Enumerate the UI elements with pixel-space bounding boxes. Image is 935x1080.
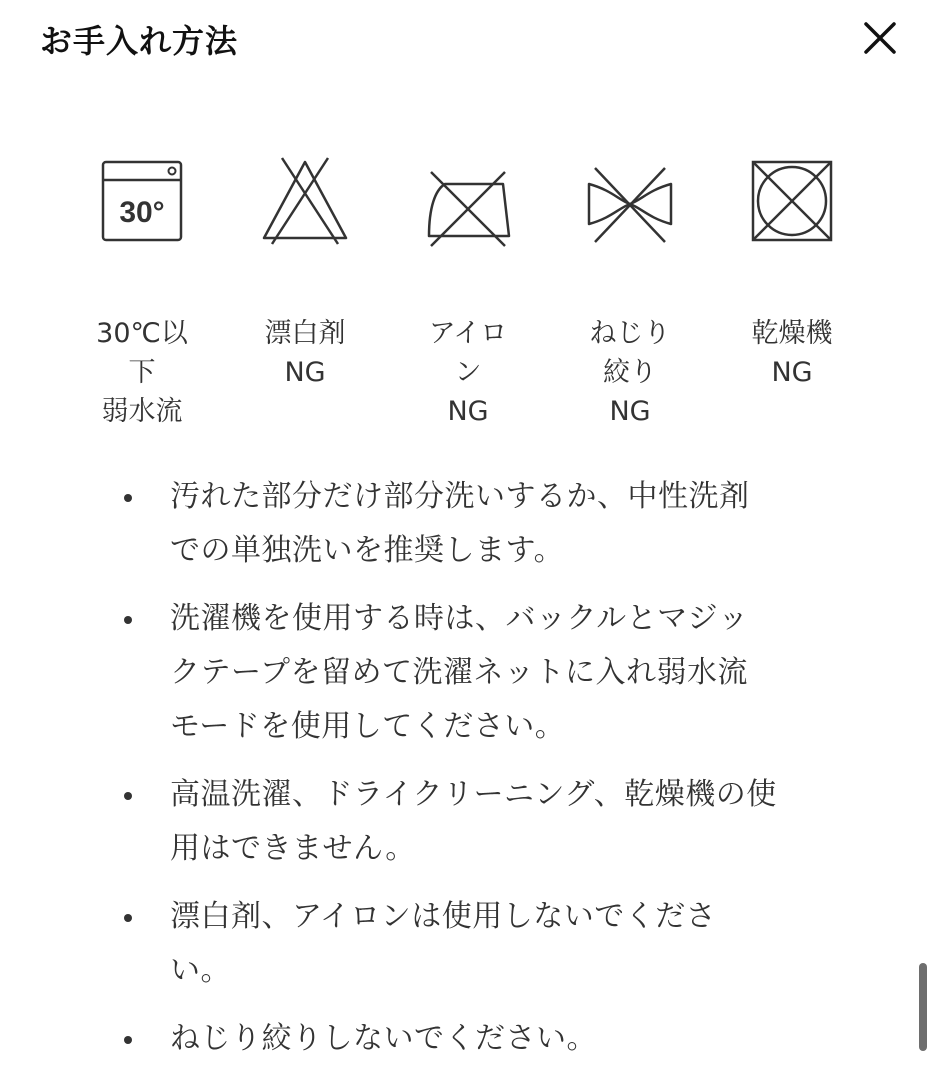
care-symbol-wring <box>555 150 705 431</box>
label-line: 30℃以 <box>96 318 188 349</box>
list-item <box>120 768 840 876</box>
label-line: 下 <box>128 357 156 388</box>
list-item <box>120 592 840 754</box>
care-symbol-label <box>230 314 380 392</box>
label-line: NG <box>609 396 651 427</box>
label-line: アイロ <box>428 318 508 349</box>
bullet-icon <box>124 1036 132 1044</box>
care-symbol-tumble-dry <box>717 150 867 392</box>
care-symbols <box>0 150 935 440</box>
bullet-icon <box>124 494 132 502</box>
scrollbar[interactable] <box>919 963 927 1051</box>
care-symbol-label <box>67 314 217 431</box>
care-symbol-label <box>393 314 543 431</box>
care-symbol-iron <box>393 150 543 431</box>
list-item-text: 洗濯機を使用する時は、バックルとマジッ <box>170 601 749 636</box>
wash-30-icon <box>97 150 187 250</box>
close-button[interactable] <box>856 14 904 62</box>
list-item <box>120 890 840 998</box>
label-line: 乾燥機 <box>751 318 833 349</box>
care-symbol-wash <box>67 150 217 431</box>
label-line: NG <box>771 357 813 388</box>
label-line: ねじり <box>589 318 671 349</box>
label-line: NG <box>447 396 489 427</box>
bullet-icon <box>124 914 132 922</box>
list-item-text: 汚れた部分だけ部分洗いするか、中性洗剤 <box>170 479 750 514</box>
bullet-icon <box>124 616 132 624</box>
page-title: お手入れ方法 <box>40 22 239 60</box>
list-item-text: での単独洗いを推奨します。 <box>170 533 565 568</box>
bullet-icon <box>124 792 132 800</box>
dialog-header <box>0 0 935 80</box>
label-line: NG <box>284 357 326 388</box>
care-symbol-label <box>717 314 867 392</box>
label-line: 絞り <box>603 357 657 388</box>
care-symbol-label <box>555 314 705 431</box>
no-wring-icon <box>585 150 675 250</box>
list-item-text: クテープを留めて洗濯ネットに入れ弱水流 <box>170 655 748 690</box>
label-line: 弱水流 <box>101 396 183 427</box>
care-instructions-list <box>120 470 840 1080</box>
wash-temp-text: 30° <box>119 196 165 229</box>
list-item-text: ねじり絞りしないでください。 <box>170 1021 597 1056</box>
list-item <box>120 1012 840 1066</box>
list-item-text: 用はできません。 <box>170 831 416 866</box>
no-bleach-icon <box>260 150 350 250</box>
label-line: 漂白剤 <box>264 318 346 349</box>
no-tumble-dry-icon <box>747 150 837 250</box>
no-iron-icon <box>423 150 513 250</box>
list-item-text: 高温洗濯、ドライクリーニング、乾燥機の使 <box>170 777 777 812</box>
close-icon <box>856 14 904 62</box>
list-item <box>120 470 840 578</box>
care-symbol-bleach <box>230 150 380 392</box>
list-item-text: モードを使用してください。 <box>170 709 566 744</box>
label-line: ン <box>454 357 482 388</box>
list-item-text: い。 <box>170 953 231 988</box>
list-item-text: 漂白剤、アイロンは使用しないでくださ <box>170 899 717 934</box>
